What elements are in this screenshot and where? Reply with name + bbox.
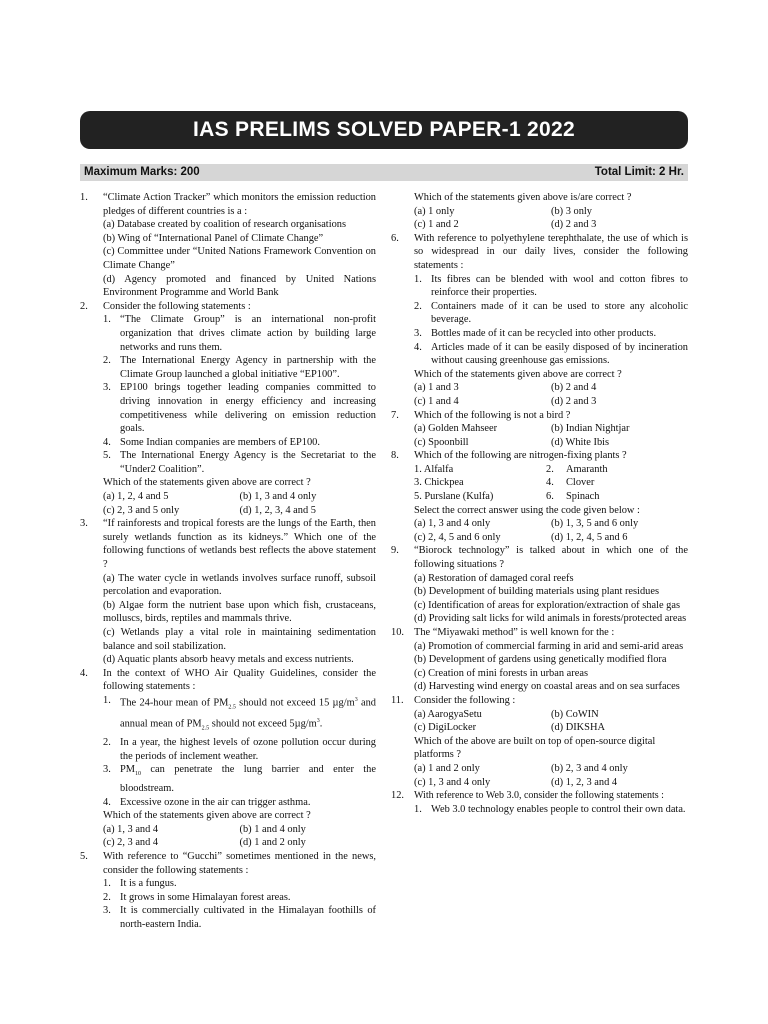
statement: Excessive ozone in the air can trigger asthma. bbox=[120, 796, 311, 808]
question-text: In the context of WHO Air Quality Guidelines, consider the following statements : bbox=[103, 667, 376, 693]
answer-options: (c) DigiLocker (d) DIKSHA bbox=[414, 722, 605, 734]
plant-list-row: 3. Chickpea 4. Clover bbox=[414, 477, 595, 489]
question-6: 6. With reference to polyethylene terephthalate, the use of which is so widespread in our daily lives, consider the following statements : 1. Its fibres can be blended with wool and cotton fibres to reinforce their properties. 2. Containers made of it can be used to store any alcoholic beverage. 3. Bottles made of it can be recycled into other products. 4. Articles made of it can be easily disposed of by incineration without causing greenhouse gas emissions. Which of the statements given above are correct ? bbox=[391, 232, 688, 380]
question-3: 3. “If rainforests and tropical forests are the lungs of the Earth, then surely wetlands function as its kidneys.” Which one of the following functions of wetlands best reflects the above statement ? (a) The water cycle in wetlands involves surface runoff, subsoil percolation and evaporation. (b) Algae form the nutrient base upon which fish, crustaceans, molluscs, birds, reptiles and mammals thrive. (c) Wetlands play a vital role in maintaining sedimentation balance and soil stabilization. (d) Aquatic plants absorb heavy metals and excess nutrients. bbox=[80, 518, 376, 666]
question-10: 10. The “Miyawaki method” is well known for the : (a) Promotion of commercial farming in arid and semi-arid areas (b) Development of gardens using genetically modified flora (c) Creation of mini forests in urban areas (d) Harvesting wind energy on coastal areas and on sea surfaces bbox=[391, 626, 688, 694]
question-5: 5. With reference to “Gucchi” sometimes mentioned in the news, consider the following statements : 1. It is a fungus. 2. It grows in some Himalayan forest areas. 3. It is commercially cultivated in the Himalayan foothills of north-eastern India. bbox=[80, 851, 376, 931]
question-text: With reference to polyethylene terephthalate, the use of which is so widespread in our daily lives, consider the following statements : bbox=[414, 232, 688, 271]
option: (d) Aquatic plants absorb heavy metals and excess nutrients. bbox=[103, 654, 354, 666]
answer-options: (a) 1, 2, 4 and 5 (b) 1, 3 and 4 only bbox=[103, 491, 317, 503]
question-ask: Which of the statements given above are correct ? bbox=[414, 368, 622, 380]
answer-options: (c) 2, 4, 5 and 6 only (d) 1, 2, 4, 5 and 6 bbox=[414, 531, 628, 543]
answer-options: (c) 1 and 2 (d) 2 and 3 bbox=[414, 219, 597, 231]
statement: Bottles made of it can be recycled into other products. bbox=[431, 327, 657, 339]
question-12: 12. With reference to Web 3.0, consider the following statements : 1. Web 3.0 technology enables people to control their own data. bbox=[391, 789, 688, 816]
statement: EP100 brings together leading companies committed to driving innovation in energy efficiency and increasing competitiveness while delivering on emission reduction goals. bbox=[120, 382, 376, 435]
question-text: Which of the following are nitrogen-fixing plants ? bbox=[414, 450, 627, 462]
statement: It is commercially cultivated in the Himalayan foothills of north-eastern India. bbox=[120, 905, 376, 931]
answer-options: (a) 1, 3 and 4 only (b) 1, 3, 5 and 6 only bbox=[414, 518, 639, 530]
statement: In a year, the highest levels of ozone pollution occur during the periods of inclement weather. bbox=[120, 737, 376, 762]
statement: Some Indian companies are members of EP100. bbox=[120, 436, 320, 448]
option: (a) The water cycle in wetlands involves surface runoff, subsoil percolation and evaporation. bbox=[103, 572, 376, 598]
question-4: 4. In the context of WHO Air Quality Guidelines, consider the following statements : 1. The 24-hour mean of $PM_{2.5}$ should not exceed 15 $\mu g/m^3$ and annual mean of $PM_{2.5}$ should not exceed $5\mu g/m^3$. 2. In a year, the highest levels of ozone pollution occur during the periods of inclement weather. 3. $PM_{10}$ can penetrate the lung barrier and enter the bloodstream. 4. Excessive ozone in the air can trigger asthma. Which of the statements given above are correct ? bbox=[80, 667, 376, 822]
option: (a) Database created by coalition of research organisations bbox=[103, 219, 347, 231]
statement: “The Climate Group” is an international non-profit organization that drives climate action by building large networks and runs them. bbox=[120, 314, 376, 353]
question-ask: Select the correct answer using the code given below : bbox=[414, 504, 640, 516]
question-text: With reference to “Gucchi” sometimes mentioned in the news, consider the following statements : bbox=[103, 851, 376, 876]
statement: The 24-hour mean of $PM_{2.5}$ should not exceed 15 $\mu g/m^3$ and annual mean of $PM_{2.5}$ should not exceed $5\mu g/m^3$. bbox=[120, 696, 376, 732]
paper-title: IAS PRELIMS SOLVED PAPER-1 2022 bbox=[80, 111, 688, 149]
statement: It grows in some Himalayan forest areas. bbox=[120, 891, 291, 903]
question-ask: Which of the above are built on top of open-source digital platforms ? bbox=[414, 735, 656, 761]
question-7: 7. Which of the following is not a bird ? bbox=[391, 409, 688, 423]
option: (d) Agency promoted and financed by United Nations Environment Programme and World Bank bbox=[103, 273, 376, 299]
question-text: “If rainforests and tropical forests are the lungs of the Earth, then surely wetlands function as its kidneys.” Which one of the following functions of wetlands best reflects the above statement ? bbox=[103, 518, 376, 571]
plant-list-row: 5. Purslane (Kulfa) 6. Spinach bbox=[414, 491, 600, 503]
answer-options: (a) 1 and 2 only (b) 2, 3 and 4 only bbox=[414, 762, 628, 774]
question-ask: Which of the statements given above are correct ? bbox=[103, 810, 311, 822]
question-2: 2. Consider the following statements : 1. “The Climate Group” is an international non-profit organization that drives climate action by building large networks and runs them. 2. The International Energy Agency in partnership with the Climate Group launched a global initiative “EP100”. 3. EP100 brings together leading companies committed to driving innovation in energy efficiency and increasing competitiveness while delivering on emission reduction goals. 4. Some Indian companies are members of EP100. 5. The International Energy Agency is the Secretariat to the “Under2 Coalition”. Which of the statements given above are correct ? bbox=[80, 300, 376, 489]
answer-options: (c) 1 and 4 (d) 2 and 3 bbox=[414, 395, 597, 407]
statement: The International Energy Agency in partnership with the Climate Group launched a global initiative “EP100”. bbox=[120, 355, 376, 380]
answer-options: (a) AarogyaSetu (b) CoWIN bbox=[414, 708, 599, 720]
question-text: “Climate Action Tracker” which monitors the emission reduction pledges of different countries is a : bbox=[103, 192, 376, 217]
statement: Containers made of it can be used to store any alcoholic beverage. bbox=[431, 300, 688, 326]
statement: Web 3.0 technology enables people to control their own data. bbox=[431, 803, 686, 815]
question-text: Consider the following statements : bbox=[103, 300, 251, 312]
statement: Its fibres can be blended with wool and cotton fibres to reinforce their properties. bbox=[431, 273, 688, 299]
answer-options: (a) Golden Mahseer (b) Indian Nightjar bbox=[414, 423, 630, 435]
time-limit: Total Limit: 2 Hr. bbox=[594, 166, 684, 178]
question-text: Which of the following is not a bird ? bbox=[414, 409, 571, 421]
question-8: 8. Which of the following are nitrogen-fixing plants ? bbox=[391, 449, 688, 463]
answer-options: (a) 1, 3 and 4 (b) 1 and 4 only bbox=[103, 823, 306, 835]
answer-options: (a) 1 only (b) 3 only bbox=[414, 205, 592, 217]
question-text: The “Miyawaki method” is well known for the : bbox=[414, 627, 615, 638]
option: (b) Development of building materials using plant residues bbox=[414, 586, 659, 598]
option: (c) Creation of mini forests in urban areas bbox=[414, 667, 588, 679]
question-9: 9. “Biorock technology” is talked about in which one of the following situations ? (a) Restoration of damaged coral reefs (b) Development of building materials using plant residues (c) Identification of areas for exploration/extraction of shale gas (d) Providing salt licks for wild animals in forests/protected areas bbox=[391, 545, 688, 625]
statement: $PM_{10}$ can penetrate the lung barrier and enter the bloodstream. bbox=[120, 764, 376, 795]
statement: Articles made of it can be easily disposed of by incineration without causing greenhouse gas emissions. bbox=[431, 341, 688, 367]
question-ask: Which of the statements given above are correct ? bbox=[103, 477, 311, 489]
statement: The International Energy Agency is the Secretariat to the “Under2 Coalition”. bbox=[120, 450, 376, 475]
option: (a) Restoration of damaged coral reefs bbox=[414, 572, 574, 584]
max-marks: Maximum Marks: 200 bbox=[84, 166, 200, 178]
answer-options: (c) 2, 3 and 5 only (d) 1, 2, 3, 4 and 5 bbox=[103, 504, 316, 516]
option: (c) Committee under “United Nations Framework Convention on Climate Change” bbox=[103, 246, 376, 271]
option: (d) Harvesting wind energy on coastal areas and on sea surfaces bbox=[414, 681, 680, 693]
answer-options: (c) 2, 3 and 4 (d) 1 and 2 only bbox=[103, 837, 306, 849]
question-ask: Which of the statements given above is/are correct ? bbox=[414, 192, 632, 203]
option: (c) Wetlands play a vital role in maintaining sedimentation balance and soil stabilization. bbox=[103, 627, 376, 652]
right-column bbox=[391, 191, 688, 816]
statement: It is a fungus. bbox=[120, 878, 177, 890]
option: (d) Providing salt licks for wild animals in forests/protected areas bbox=[414, 613, 687, 625]
question-11: 11. Consider the following : bbox=[391, 694, 688, 708]
answer-options: (c) 1, 3 and 4 only (d) 1, 2, 3 and 4 bbox=[414, 776, 618, 788]
answer-options: (c) Spoonbill (d) White Ibis bbox=[414, 436, 610, 448]
question-text: Consider the following : bbox=[414, 694, 516, 706]
option: (c) Identification of areas for exploration/extraction of shale gas bbox=[414, 599, 681, 611]
question-text: “Biorock technology” is talked about in which one of the following situations ? bbox=[414, 545, 688, 571]
question-1: 1. “Climate Action Tracker” which monitors the emission reduction pledges of different countries is a : (a) Database created by coalition of research organisations (b) Wing of “International Panel of Climate Change” (c) Committee under “United Nations Framework Convention on Climate Change” (d) Agency promoted and financed by United Nations Environment Programme and World Bank bbox=[80, 192, 376, 299]
question-text: With reference to Web 3.0, consider the following statements : bbox=[414, 790, 664, 802]
left-column bbox=[80, 191, 376, 932]
plant-list-row: 1. Alfalfa 2. Amaranth bbox=[414, 463, 608, 475]
option: (a) Promotion of commercial farming in arid and semi-arid areas bbox=[414, 640, 684, 652]
answer-options: (a) 1 and 3 (b) 2 and 4 bbox=[414, 382, 597, 394]
option: (b) Development of gardens using genetically modified flora bbox=[414, 654, 667, 666]
option: (b) Algae form the nutrient base upon which fish, crustaceans, molluscs, birds, reptiles and mammals thrive. bbox=[103, 599, 376, 625]
marks-bar bbox=[80, 164, 688, 181]
option: (b) Wing of “International Panel of Climate Change” bbox=[103, 232, 324, 244]
